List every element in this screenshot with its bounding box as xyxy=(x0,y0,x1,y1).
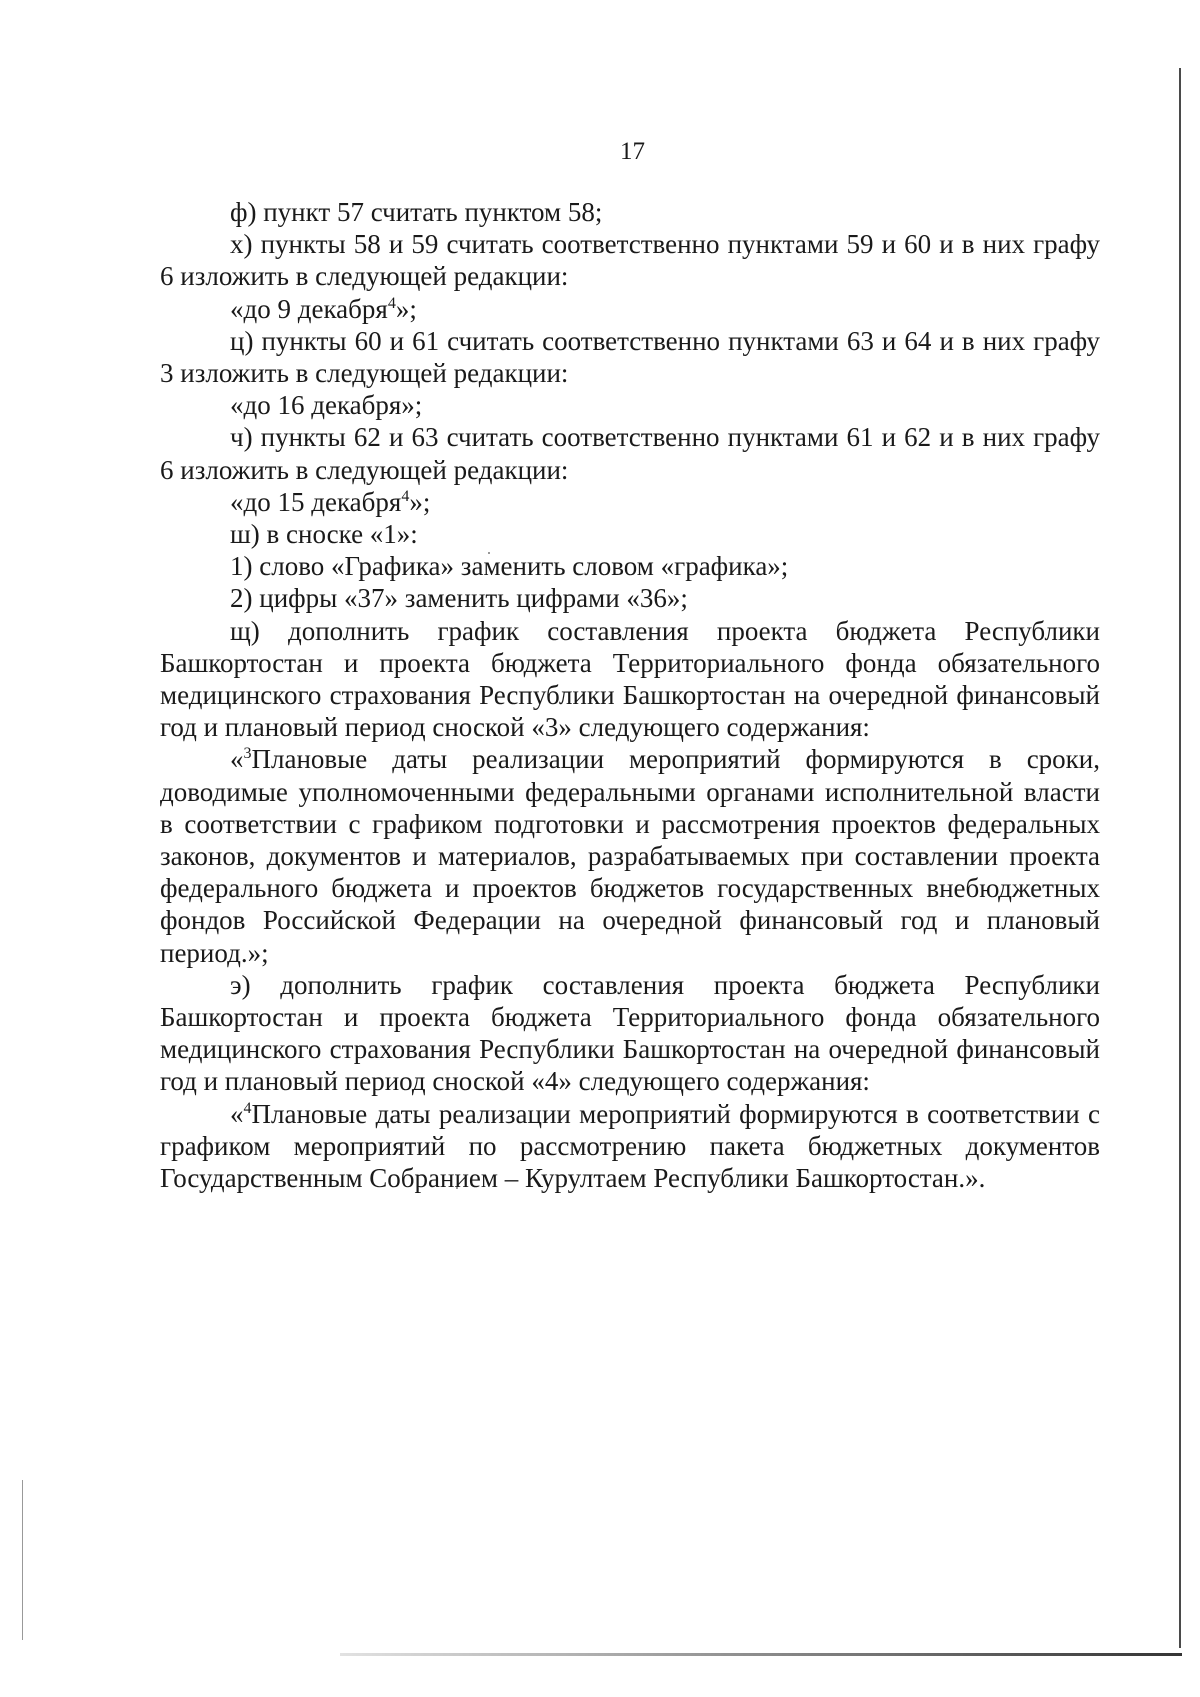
scan-edge-right xyxy=(1179,68,1181,1648)
paragraph-kh: х) пункты 58 и 59 считать соответственно пунктами 59 и 60 и в них графу 6 изложить в следующей редакции: xyxy=(160,229,1100,292)
paragraph-sh-2: 2) цифры «37» заменить цифрами «36»; xyxy=(230,583,688,614)
quote-kh xyxy=(160,293,1100,325)
quote-ch xyxy=(160,486,1100,518)
footnote-4-open-quote: « xyxy=(230,1098,244,1129)
footnote-4-mark: 4 xyxy=(243,1099,252,1117)
quote-kh-text: «до 9 декабря xyxy=(230,293,388,324)
paragraph-ch: ч) пункты 62 и 63 считать соответственно пунктами 61 и 62 и в них графу 6 изложить в следующей редакции: xyxy=(160,422,1100,485)
quote-ch-close: »; xyxy=(409,486,431,517)
quote-ts: «до 16 декабря»; xyxy=(230,390,423,421)
quote-kh-close: »; xyxy=(395,293,417,324)
paragraph-shch: щ) дополнить график составления проекта бюджета Республики Башкортостан и проекта бюджета Территориального фонда обязательного медицинского страхования Республики Башкортостан на очередной финансовый год и плановый период сноской «3» следующего содержания: xyxy=(160,615,1100,743)
paragraph-e: э) дополнить график составления проекта бюджета Республики Башкортостан и проекта бюджета Территориального фонда обязательного медицинского страхования Республики Башкортостан на очередной финансовый год и плановый период сноской «4» следующего содержания: xyxy=(160,969,1100,1097)
document-body xyxy=(160,196,1100,1194)
scan-edge-bottom xyxy=(340,1653,1182,1656)
footnote-ref-4: 4 xyxy=(401,487,410,505)
paragraph-ts: ц) пункты 60 и 61 считать соответственно пунктами 63 и 64 и в них графу 3 изложить в следующей редакции: xyxy=(160,325,1100,389)
page-number: 17 xyxy=(620,138,645,165)
quote-ch-text: «до 15 декабря xyxy=(230,486,402,517)
paragraph-sh-1: 1) слово «Графика» заменить словом «графика»; xyxy=(230,551,789,582)
footnote-4-body: Плановые даты реализации мероприятий формируются в соответствии с графиком мероприятий по рассмотрению пакета бюджетных документов Государственным Собранием – Курултаем Республики Башкортостан.». xyxy=(160,1098,1100,1194)
footnote-ref-4: 4 xyxy=(387,294,396,312)
footnote-4-text xyxy=(160,1098,1100,1195)
footnote-3-text xyxy=(160,743,1100,968)
scan-edge-left xyxy=(22,1480,23,1640)
paragraph-sh: ш) в сноске «1»: xyxy=(230,519,418,550)
footnote-3-open-quote: « xyxy=(230,744,244,775)
paragraph-f: ф) пункт 57 считать пунктом 58; xyxy=(230,197,603,227)
footnote-3-body: Плановые даты реализации мероприятий формируются в сроки, доводимые уполномоченными федеральными органами исполнительной власти в соответствии с графиком подготовки и рассмотрения проектов федеральных законов, документов и материалов, разрабатываемых при составлении проекта федерального бюджета и проектов бюджетов государственных внебюджетных фондов Российской Федерации на очередной финансовый год и плановый период.»; xyxy=(160,744,1100,968)
footnote-3-mark: 3 xyxy=(243,745,252,763)
